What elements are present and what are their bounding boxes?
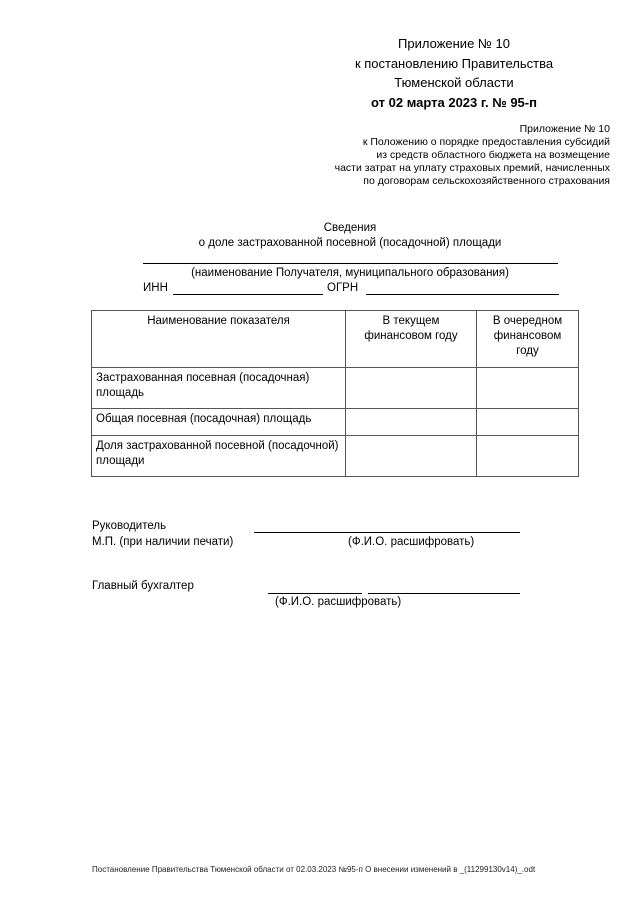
head-label: Руководитель bbox=[92, 520, 167, 532]
indicator-total-area: Общая посевная (посадочная) площадь bbox=[92, 409, 346, 436]
accountant-label: Главный бухгалтер bbox=[92, 580, 194, 592]
inn-field[interactable] bbox=[173, 294, 323, 295]
document-subtitle: о доле застрахованной посевной (посадочной) площади bbox=[198, 237, 502, 249]
stamp-label: М.П. (при наличии печати) bbox=[92, 536, 234, 548]
table-row bbox=[92, 368, 579, 409]
regulation-header bbox=[250, 123, 610, 188]
decree-header-line1: Приложение № 10 bbox=[398, 36, 510, 51]
inn-label: ИНН bbox=[143, 282, 168, 294]
regulation-header-line5: по договорам сельскохозяйственного страхования bbox=[363, 175, 610, 187]
ogrn-label: ОГРН bbox=[327, 282, 359, 294]
regulation-header-line2: к Положению о порядке предоставления субсидий bbox=[362, 136, 610, 148]
decree-header-date: от 02 марта 2023 г. № 95-п bbox=[371, 94, 537, 110]
cell-current-year[interactable] bbox=[346, 436, 477, 477]
column-header-current-year: В текущем финансовом году bbox=[346, 311, 477, 368]
recipient-caption: (наименование Получателя, муниципального образования) bbox=[191, 267, 509, 279]
accountant-signature-caption: (Ф.И.О. расшифровать) bbox=[275, 596, 402, 608]
regulation-header-line4: части затрат на уплату страховых премий, начисленных bbox=[334, 162, 610, 174]
cell-next-year[interactable] bbox=[477, 409, 579, 436]
regulation-header-line1: Приложение № 10 bbox=[519, 123, 610, 135]
table-row bbox=[92, 436, 579, 477]
cell-current-year[interactable] bbox=[346, 368, 477, 409]
cell-current-year[interactable] bbox=[346, 409, 477, 436]
ogrn-field[interactable] bbox=[366, 294, 559, 295]
table-header-row bbox=[92, 311, 579, 368]
document-title: Сведения bbox=[323, 222, 377, 234]
table-row bbox=[92, 409, 579, 436]
indicator-insured-area: Застрахованная посевная (посадочная) площадь bbox=[92, 368, 346, 409]
regulation-header-line3: из средств областного бюджета на возмещение bbox=[376, 149, 610, 161]
decree-header bbox=[314, 34, 594, 112]
cell-next-year[interactable] bbox=[477, 368, 579, 409]
decree-header-line3: Тюменской области bbox=[394, 75, 514, 90]
recipient-name-line[interactable] bbox=[143, 263, 558, 264]
document-footer: Постановление Правительства Тюменской области от 02.03.2023 №95-п О внесении изменений в _(11299130v14)_.odt bbox=[92, 865, 536, 874]
accountant-signature-line[interactable] bbox=[268, 593, 362, 594]
head-signature-caption: (Ф.И.О. расшифровать) bbox=[348, 536, 475, 548]
column-header-indicator: Наименование показателя bbox=[92, 311, 346, 368]
indicators-table bbox=[91, 310, 579, 477]
decree-header-line2: к постановлению Правительства bbox=[354, 55, 554, 71]
indicator-insured-share: Доля застрахованной посевной (посадочной) площади bbox=[92, 436, 346, 477]
column-header-next-year: В очередном финансовом году bbox=[477, 311, 579, 368]
head-signature-line[interactable] bbox=[254, 532, 520, 533]
cell-next-year[interactable] bbox=[477, 436, 579, 477]
accountant-name-line[interactable] bbox=[368, 593, 520, 594]
